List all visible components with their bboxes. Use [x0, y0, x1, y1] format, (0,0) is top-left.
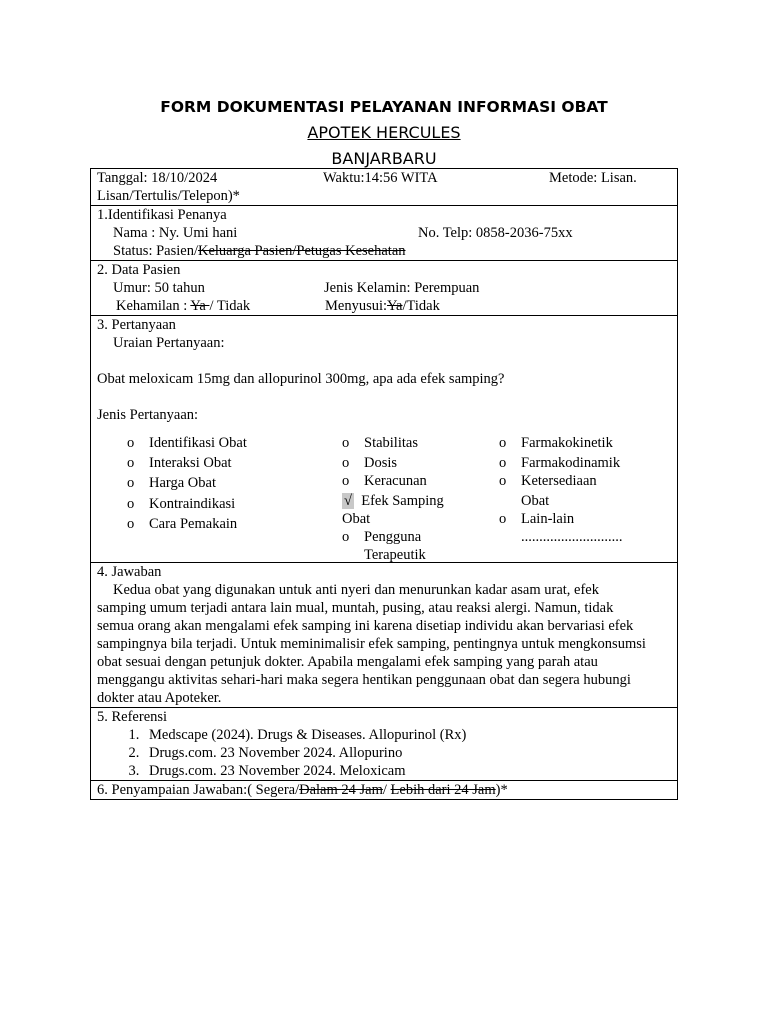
option-identifikasi-obat: o Identifikasi Obat	[127, 435, 247, 451]
option-pengguna: o Pengguna	[342, 529, 422, 545]
answer-line: semua orang akan mengalami efek samping ini karena disetiap individu akan bervariasi efek	[97, 618, 634, 634]
asker-phone: No. Telp: 0858-2036-75xx	[418, 225, 573, 241]
answer-heading: 4. Jawaban	[97, 564, 162, 580]
option-ketersediaan: o Ketersediaan	[499, 473, 597, 489]
option-efek-samping-line2: Obat	[342, 511, 371, 527]
option-efek-samping-checked: √ Efek Samping	[344, 493, 444, 509]
answer-line: Kedua obat yang digunakan untuk anti nyeri dan menurunkan kadar asam urat, efek	[113, 582, 599, 598]
option-lain-lain: o Lain-lain	[499, 511, 575, 527]
patient-breastfeeding	[325, 297, 440, 315]
answer-line: obat sesuai dengan petunjuk dokter. Apabila mengalami efek samping yang parah atau	[97, 654, 598, 670]
option-keracunan: o Keracunan	[342, 473, 427, 489]
option-kontraindikasi: o Kontraindikasi	[127, 496, 236, 512]
pregnancy-suffix: / Tidak	[209, 298, 251, 314]
answer-line: menggangu aktivitas sehari-hari maka segera hentikan penggunaan obat dan segera hubungi	[97, 672, 631, 688]
time-field: Waktu:14:56 WITA	[323, 170, 438, 186]
patient-gender: Jenis Kelamin: Perempuan	[324, 280, 480, 296]
answer-section	[91, 563, 678, 708]
answer-line: samping umum terjadi antara lain mual, muntah, pusing, atau reaksi alergi. Namun, tidak	[97, 600, 614, 616]
form-header	[0, 94, 768, 172]
patient-heading: 2. Data Pasien	[97, 262, 181, 278]
references-heading: 5. Referensi	[97, 709, 168, 725]
reference-item: 2. Drugs.com. 23 November 2024. Allopurino	[143, 744, 671, 762]
status-prefix: Status: Pasien/	[113, 243, 198, 259]
method-field: Metode: Lisan.	[549, 170, 637, 186]
patient-section	[91, 261, 678, 316]
question-section	[91, 316, 678, 563]
reference-item: 1. Medscape (2024). Drugs & Diseases. Allopurinol (Rx)	[143, 726, 671, 744]
delivery-sep: /	[382, 782, 391, 798]
check-mark-icon: √	[344, 493, 352, 509]
delivery-prefix: 6. Penyampaian Jawaban:( Segera/	[97, 782, 300, 798]
delivery-line	[97, 781, 671, 799]
question-type-label: Jenis Pertanyaan:	[97, 407, 199, 423]
question-desc-label: Uraian Pertanyaan:	[113, 335, 225, 351]
documentation-form	[90, 168, 678, 800]
breastfeeding-suffix: /Tidak	[402, 298, 440, 314]
status-struck: Keluarga Pasien/Petugas Kesehatan	[198, 243, 406, 259]
option-farmakodinamik: o Farmakodinamik	[499, 455, 621, 471]
delivery-suffix: )*	[495, 782, 508, 798]
option-stabilitas: o Stabilitas	[342, 435, 418, 451]
identity-section	[91, 206, 678, 261]
option-dosis: o Dosis	[342, 455, 398, 471]
option-cara-pemakain: o Cara Pemakain	[127, 516, 238, 532]
option-ketersediaan-line2: Obat	[521, 493, 550, 509]
meta-row	[91, 169, 678, 206]
delivery-struck-more-24h: Lebih dari 24 Jam	[390, 782, 496, 798]
question-heading: 3. Pertanyaan	[97, 317, 176, 333]
references-section	[91, 708, 678, 781]
delivery-section	[91, 781, 678, 800]
date-field: Tanggal: 18/10/2024	[97, 170, 218, 186]
method-options: Lisan/Tertulis/Telepon)*	[97, 188, 240, 204]
references-list	[97, 726, 671, 780]
question-type-options	[97, 434, 671, 562]
pregnancy-prefix: Kehamilan :	[116, 298, 191, 314]
form-title: FORM DOKUMENTASI PELAYANAN INFORMASI OBAT	[160, 98, 608, 116]
breastfeeding-struck: Ya	[387, 298, 403, 314]
pharmacy-city: BANJARBARU	[331, 149, 437, 168]
breastfeeding-prefix: Menyusui:	[325, 298, 388, 314]
option-farmakokinetik: o Farmakokinetik	[499, 435, 613, 451]
asker-name: Nama : Ny. Umi hani	[113, 225, 238, 241]
patient-age: Umur: 50 tahun	[113, 280, 205, 296]
patient-pregnancy	[116, 297, 250, 315]
option-interaksi-obat: o Interaksi Obat	[127, 455, 232, 471]
reference-item: 3. Drugs.com. 23 November 2024. Meloxicam	[143, 762, 671, 780]
option-pengguna-line2: Terapeutik	[364, 547, 426, 563]
answer-line: sampingnya bila terjadi. Untuk meminimalisir efek samping, pentingnya untuk mengkonsumsi	[97, 636, 646, 652]
identity-heading: 1.Identifikasi Penanya	[97, 207, 227, 223]
answer-line: dokter atau Apoteker.	[97, 690, 222, 706]
option-lain-lain-blank: ............................	[521, 529, 623, 545]
asker-status	[97, 242, 671, 260]
option-harga-obat: o Harga Obat	[127, 475, 216, 491]
pregnancy-struck: Ya	[190, 298, 210, 314]
question-text: Obat meloxicam 15mg dan allopurinol 300mg, apa ada efek samping?	[97, 371, 505, 387]
pharmacy-name: APOTEK HERCULES	[307, 123, 461, 142]
delivery-struck-24h: Dalam 24 Jam	[299, 782, 383, 798]
